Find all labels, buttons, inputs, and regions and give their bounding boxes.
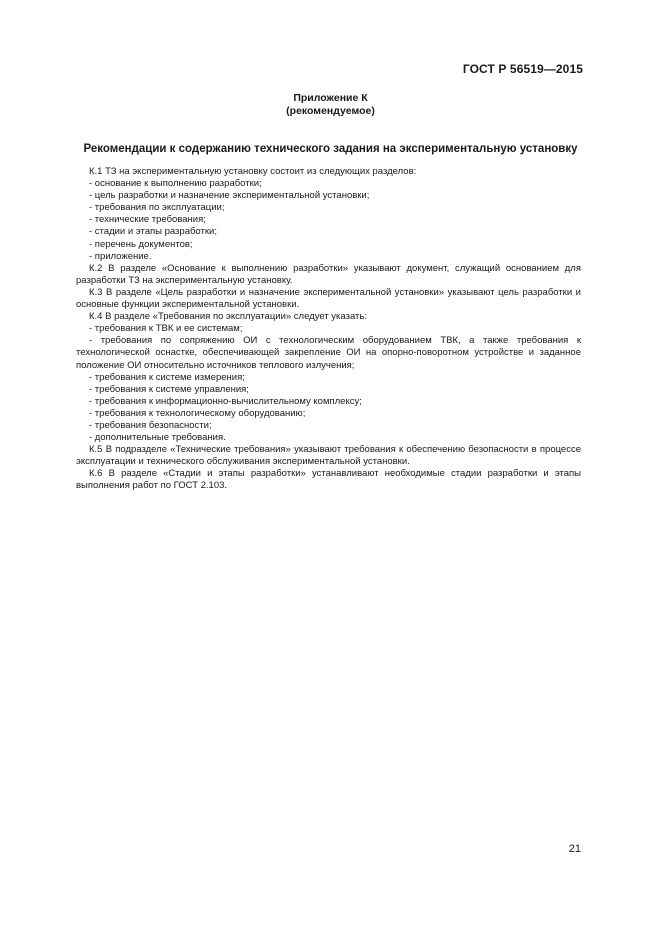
appendix-status: (рекомендуемое) bbox=[286, 105, 375, 117]
paragraph: К.6 В разделе «Стадии и этапы разработки» устанавливают необходимые стадии разработки и этапы выполнения работ по ГОСТ 2.103. bbox=[76, 468, 581, 492]
paragraph: К.2 В разделе «Основание к выполнению разработки» указывают документ, служащий основанием для разработки ТЗ на экспериментальную установку. bbox=[76, 262, 581, 286]
paragraph: К.3 В разделе «Цель разработки и назначение экспериментальной установки» указывают цель разработки и основные функции экспериментальной установки. bbox=[76, 286, 581, 311]
list-item: - требования к технологическому оборудованию; bbox=[89, 407, 306, 419]
list-item: - требования безопасности; bbox=[89, 419, 212, 431]
document-code: ГОСТ Р 56519—2015 bbox=[462, 62, 583, 76]
appendix-title-block bbox=[0, 92, 661, 118]
paragraph: К.4 В разделе «Требования по эксплуатации» следует указать: bbox=[89, 311, 367, 323]
appendix-title: Приложение К bbox=[293, 92, 368, 104]
list-item: - требования к ТВК и ее системам; bbox=[89, 323, 243, 335]
page-number: 21 bbox=[568, 843, 581, 855]
paragraph: К.5 В подразделе «Технические требования» указывают требования к обеспечению безопасности в процессе эксплуатации и технического обслуживания экспериментальной установки. bbox=[76, 444, 581, 468]
section-heading: Рекомендации к содержанию технического задания на экспериментальную установку bbox=[83, 143, 578, 155]
list-item: - требования по эксплуатации; bbox=[89, 202, 225, 214]
list-item: - требования к системе управления; bbox=[89, 383, 249, 395]
list-item: - требования к системе измерения; bbox=[89, 371, 245, 383]
list-item: - дополнительные требования. bbox=[89, 432, 226, 444]
list-item: - технические требования; bbox=[89, 214, 206, 226]
list-item: - приложение. bbox=[89, 250, 152, 262]
list-item: - стадии и этапы разработки; bbox=[89, 226, 217, 238]
paragraph: К.1 ТЗ на экспериментальную установку состоит из следующих разделов: bbox=[89, 166, 417, 177]
list-item: - требования по сопряжению ОИ с технологическим оборудованием ТВК, а также требования к технологической оснастке, обеспечивающей закрепление ОИ на опорно-поворотном устройстве и заданное положение ОИ относительно источников теплового излучения; bbox=[76, 335, 581, 371]
document-body bbox=[76, 166, 581, 493]
list-item: - цель разработки и назначение экспериментальной установки; bbox=[89, 190, 370, 202]
list-item: - перечень документов; bbox=[89, 238, 193, 250]
list-item: - основание к выполнению разработки; bbox=[89, 178, 262, 190]
list-item: - требования к информационно-вычислительному комплексу; bbox=[89, 395, 362, 407]
